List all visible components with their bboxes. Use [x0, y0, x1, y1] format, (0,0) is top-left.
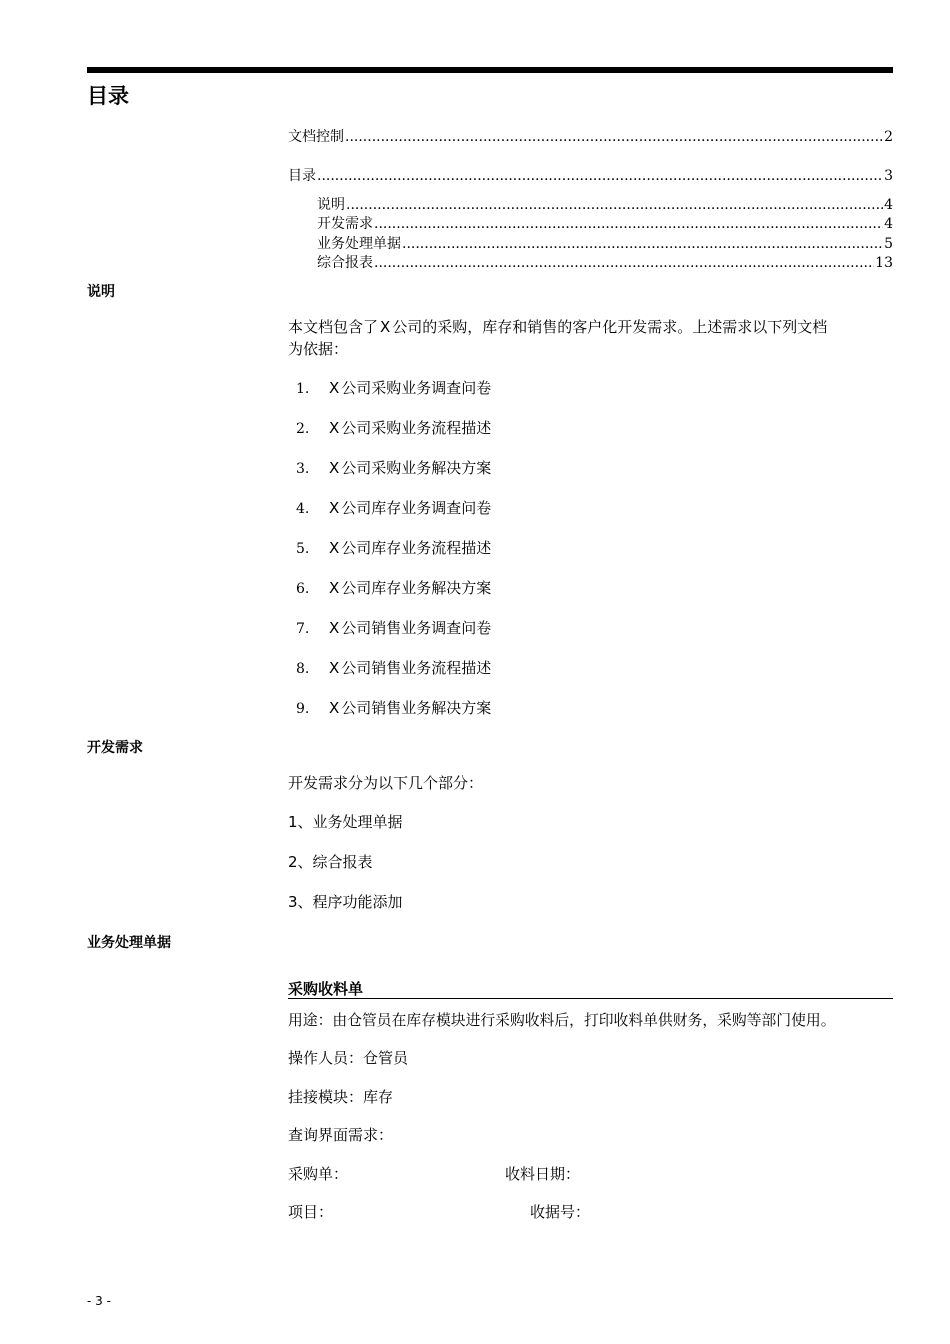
toc-page-number: 2: [884, 129, 893, 145]
list-text: 公司销售业务调查问卷: [341, 619, 492, 637]
dev-intro: 开发需求分为以下几个部分：: [288, 774, 484, 792]
toc-label: 开发需求: [317, 216, 373, 232]
toc-page-number: 4: [884, 216, 893, 232]
list-item: [296, 417, 491, 438]
sub-heading-purchase-receipt: 采购收料单: [288, 978, 893, 999]
field-project: 项目：: [288, 1203, 334, 1221]
toc-label: 说明: [317, 197, 345, 213]
list-item: [296, 577, 491, 598]
dev-part-number: 3: [288, 893, 298, 911]
toc-page-number: 13: [875, 255, 893, 271]
toc-page-number: 5: [884, 236, 893, 252]
toc-page-number: 4: [884, 197, 893, 213]
toc-leader: [374, 255, 874, 271]
list-prefix: X: [329, 459, 340, 477]
usage-text: 用途：由仓管员在库存模块进行采购收料后，打印收料单供财务，采购等部门使用。: [288, 1012, 836, 1029]
dev-part: [288, 851, 373, 873]
list-prefix: X: [329, 499, 340, 517]
dev-part-text: 、业务处理单据: [297, 813, 403, 831]
list-prefix: X: [329, 699, 340, 717]
section-heading-docs: 业务处理单据: [87, 935, 171, 951]
toc-entry[interactable]: [288, 165, 893, 185]
list-prefix: X: [329, 659, 340, 677]
toc-leader: [345, 129, 883, 145]
list-prefix: X: [329, 579, 340, 597]
list-prefix: X: [329, 379, 340, 397]
dev-part: [288, 811, 403, 833]
operator-text: 操作人员：仓管员: [288, 1049, 409, 1067]
list-item: [296, 617, 491, 638]
toc-leader: [402, 236, 883, 252]
toc-entry[interactable]: [317, 252, 893, 272]
list-item: [296, 537, 491, 558]
list-item: [296, 697, 491, 718]
list-text: 公司销售业务解决方案: [341, 699, 492, 717]
list-number: 6.: [296, 581, 310, 597]
list-text: 公司采购业务调查问卷: [341, 379, 492, 397]
list-item: [296, 457, 491, 478]
module-text: 挂接模块：库存: [288, 1088, 394, 1106]
toc-leader: [374, 216, 883, 232]
toc-entry[interactable]: [317, 213, 893, 233]
intro-text-x: X: [380, 318, 391, 336]
field-purchase-order: 采购单：: [288, 1165, 349, 1183]
toc-entry[interactable]: [317, 233, 893, 253]
dev-part-text: 、程序功能添加: [297, 893, 403, 911]
list-prefix: X: [329, 539, 340, 557]
intro-text-prefix: 本文档包含了: [288, 318, 379, 336]
list-number: 2.: [296, 421, 310, 437]
list-prefix: X: [329, 619, 340, 637]
toc-label: 文档控制: [288, 129, 344, 145]
list-item: [296, 497, 491, 518]
page-number: - 3 -: [87, 1294, 111, 1308]
top-rule: [87, 67, 893, 73]
query-requirement-text: 查询界面需求：: [288, 1126, 394, 1144]
list-text: 公司库存业务调查问卷: [341, 499, 492, 517]
section-heading-intro: 说明: [87, 284, 115, 300]
toc-leader: [346, 197, 883, 213]
list-number: 9.: [296, 701, 310, 717]
toc-entry[interactable]: [317, 194, 893, 214]
list-text: 公司库存业务流程描述: [341, 539, 492, 557]
intro-text-line2: 为依据：: [288, 340, 349, 358]
section-heading-dev: 开发需求: [87, 740, 143, 756]
toc-entry[interactable]: [288, 126, 893, 146]
list-text: 公司采购业务流程描述: [341, 419, 492, 437]
toc-label: 综合报表: [317, 255, 373, 271]
list-number: 8.: [296, 661, 310, 677]
list-number: 1.: [296, 381, 310, 397]
list-text: 公司销售业务流程描述: [341, 659, 492, 677]
toc-label: 业务处理单据: [317, 236, 401, 252]
list-item: [296, 377, 491, 398]
intro-text-rest: 公司的采购，库存和销售的客户化开发需求。上述需求以下列文档: [392, 318, 828, 336]
list-item: [296, 657, 491, 678]
list-text: 公司采购业务解决方案: [341, 459, 492, 477]
dev-part-text: 、综合报表: [297, 853, 373, 871]
list-number: 4.: [296, 501, 310, 517]
list-prefix: X: [329, 419, 340, 437]
list-number: 5.: [296, 541, 310, 557]
page-title: 目录: [87, 84, 129, 108]
list-text: 公司库存业务解决方案: [341, 579, 492, 597]
field-receipt-date: 收料日期：: [505, 1165, 581, 1183]
dev-part-number: 2: [288, 853, 298, 871]
dev-part-number: 1: [288, 813, 298, 831]
dev-part: [288, 891, 403, 913]
list-number: 7.: [296, 621, 310, 637]
intro-paragraph: [288, 316, 898, 360]
field-receipt-number: 收据号：: [530, 1203, 591, 1221]
toc-page-number: 3: [884, 168, 893, 184]
toc-leader: [317, 168, 883, 184]
toc-label: 目录: [288, 168, 316, 184]
list-number: 3.: [296, 461, 310, 477]
